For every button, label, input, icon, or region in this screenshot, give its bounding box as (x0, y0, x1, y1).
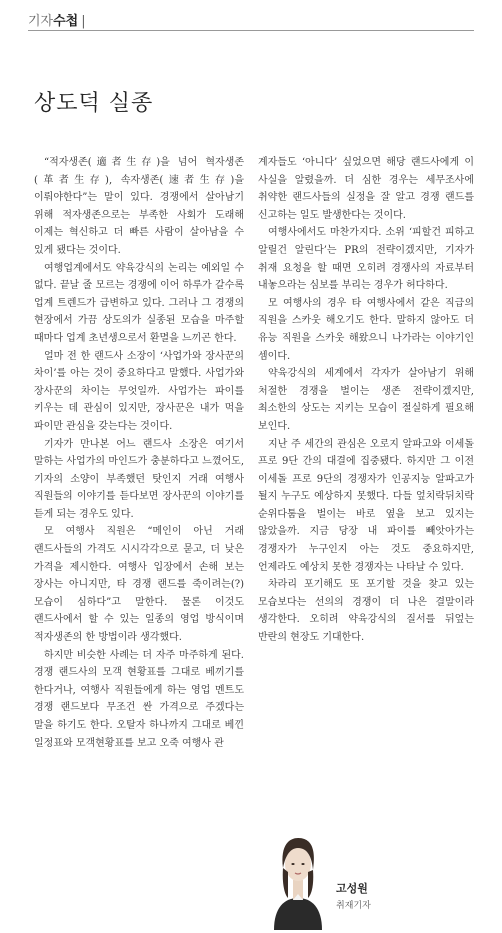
column-header (28, 10, 86, 29)
article-title: 상도덕 실종 (34, 91, 154, 116)
reporter-portrait-icon (268, 822, 328, 930)
paragraph: 약육강식의 세계에서 각자가 살아남기 위해 처절한 경쟁을 벌이는 생존 전략이겠지만, 최소한의 상도는 지키는 모습이 절실하게 필요해 보인다. (258, 368, 474, 432)
paragraph: 여행사에서도 마찬가지다. 소위 ‘피할건 피하고 알릴건 알린다’는 PR의 전략이겠지만, 기자가 취재 요청을 할 때면 오히려 경쟁사의 자료부터 내놓으라는 심보를 부리는 경우가 허다하다. (258, 227, 474, 292)
header-label-part1: 기자 (28, 14, 54, 29)
paragraph: “적자생존(適者生存)을 넘어 혁자생존(革者生存), 속자생존(速者生存)을 이뤄야한다”는 말이 있다. 경쟁에서 살아남기 위해 적자생존으로는 부족한 사회가 도래해 이제는 혁신하고 더 빠른 사람이 살아남을 수 있게 됐다는 것이다. (34, 157, 244, 256)
header-label-part2: 수첩 (53, 14, 79, 29)
byline (336, 880, 371, 911)
paragraph: 여행업계에서도 약육강식의 논리는 예외일 수 없다. 끝날 줄 모르는 경쟁에 이어 하루가 갈수록 업계 트렌드가 급변하고 있다. 그러나 그 경쟁의 현장에서 가끔 상도의가 실종된 모습을 마주할 때마다 업계 초년생으로서 환멸을 느끼곤 한다. (34, 262, 244, 344)
paragraph: 차라리 포기해도 또 포기할 것을 찾고 있는 모습보다는 선의의 경쟁이 더 나은 결말이라 생각한다. 오히려 약육강식의 질서를 뒤엎는 반란의 현장도 기대한다. (258, 579, 474, 644)
article-column-right (258, 154, 474, 647)
paragraph: 계자들도 ‘아니다’ 싶었으면 해당 랜드사에게 이 사실을 알렸을까. 더 심한 경우는 세무조사에 취약한 랜드사들의 실정을 잘 알고 경쟁 랜드를 신고하는 일도 발생한다는 것이다. (258, 157, 474, 221)
header-rule (28, 30, 474, 31)
article-column-left (34, 154, 244, 752)
paragraph: 얼마 전 한 랜드사 소장이 ‘사업가와 장사꾼의 차이’를 아는 것이 중요하다고 말했다. 사업가와 장사꾼의 차이는 무엇일까. 사업가는 파이를 키우는 데 관심이 있지만, 장사꾼은 내가 먹을 파이만 관심을 갖는다는 것이다. (34, 350, 244, 432)
reporter-role: 취재기자 (336, 901, 371, 911)
paragraph: 지난 주 세간의 관심은 오로지 알파고와 이세돌 프로 9단 간의 대결에 집중됐다. 하지만 그 이전 이세돌 프로 9단의 경쟁자가 인공지능 알파고가 될지 누구도 예상하지 못했다. 다들 엎치락뒤치락 순위다툼을 벌이는 바로 옆을 보고 있지는 않았을까. 지금 당장 내 파이를 빼앗아가는 경쟁자가 누구인지 아는 것도 중요하지만, 언제라도 예상치 못한 경쟁자는 나타날 수 있다. (258, 438, 474, 573)
paragraph: 모 여행사 직원은 “메인이 아닌 거래 랜드사들의 가격도 시시각각으로 묻고, 더 낮은 가격을 제시한다. 여행사 입장에서 손해 보는 장사는 아니지만, 타 경쟁 랜드를 죽이려는(?) 모습이 심하다”고 말한다. 물론 이것도 랜드사에서 할 수 있는 일종의 영업 방식이며 적자생존의 한 방법이라 생각했다. (34, 526, 244, 644)
paragraph: 기자가 만나본 어느 랜드사 소장은 여기서 말하는 사업가의 마인드가 충분하다고 느꼈어도, 기자의 소양이 부족했던 탓인지 거래 여행사 직원들의 이야기를 듣다보면 장사꾼의 이야기를 듣게 되는 경우도 있다. (34, 438, 244, 520)
header-divider: | (81, 14, 86, 29)
paragraph: 모 여행사의 경우 타 여행사에서 같은 직급의 직원을 스카웃 해오기도 한다. 말하지 않아도 더 유능 직원을 스카웃 해왔으니 나가라는 이야기인 셈이다. (258, 297, 474, 362)
paragraph: 하지만 비슷한 사례는 더 자주 마주하게 된다. 경쟁 랜드사의 모객 현황표를 그대로 베끼기를 한다거나, 여행사 직원들에게 하는 영업 멘트도 경쟁 랜드보다 무조건 싼 가격으로 주겠다는 말을 하기도 한다. 오탈자 하나까지 그대로 베낀 일정표와 모객현황표를 보고 오죽 여행사 관 (34, 649, 244, 749)
reporter-name: 고성원 (336, 882, 368, 895)
